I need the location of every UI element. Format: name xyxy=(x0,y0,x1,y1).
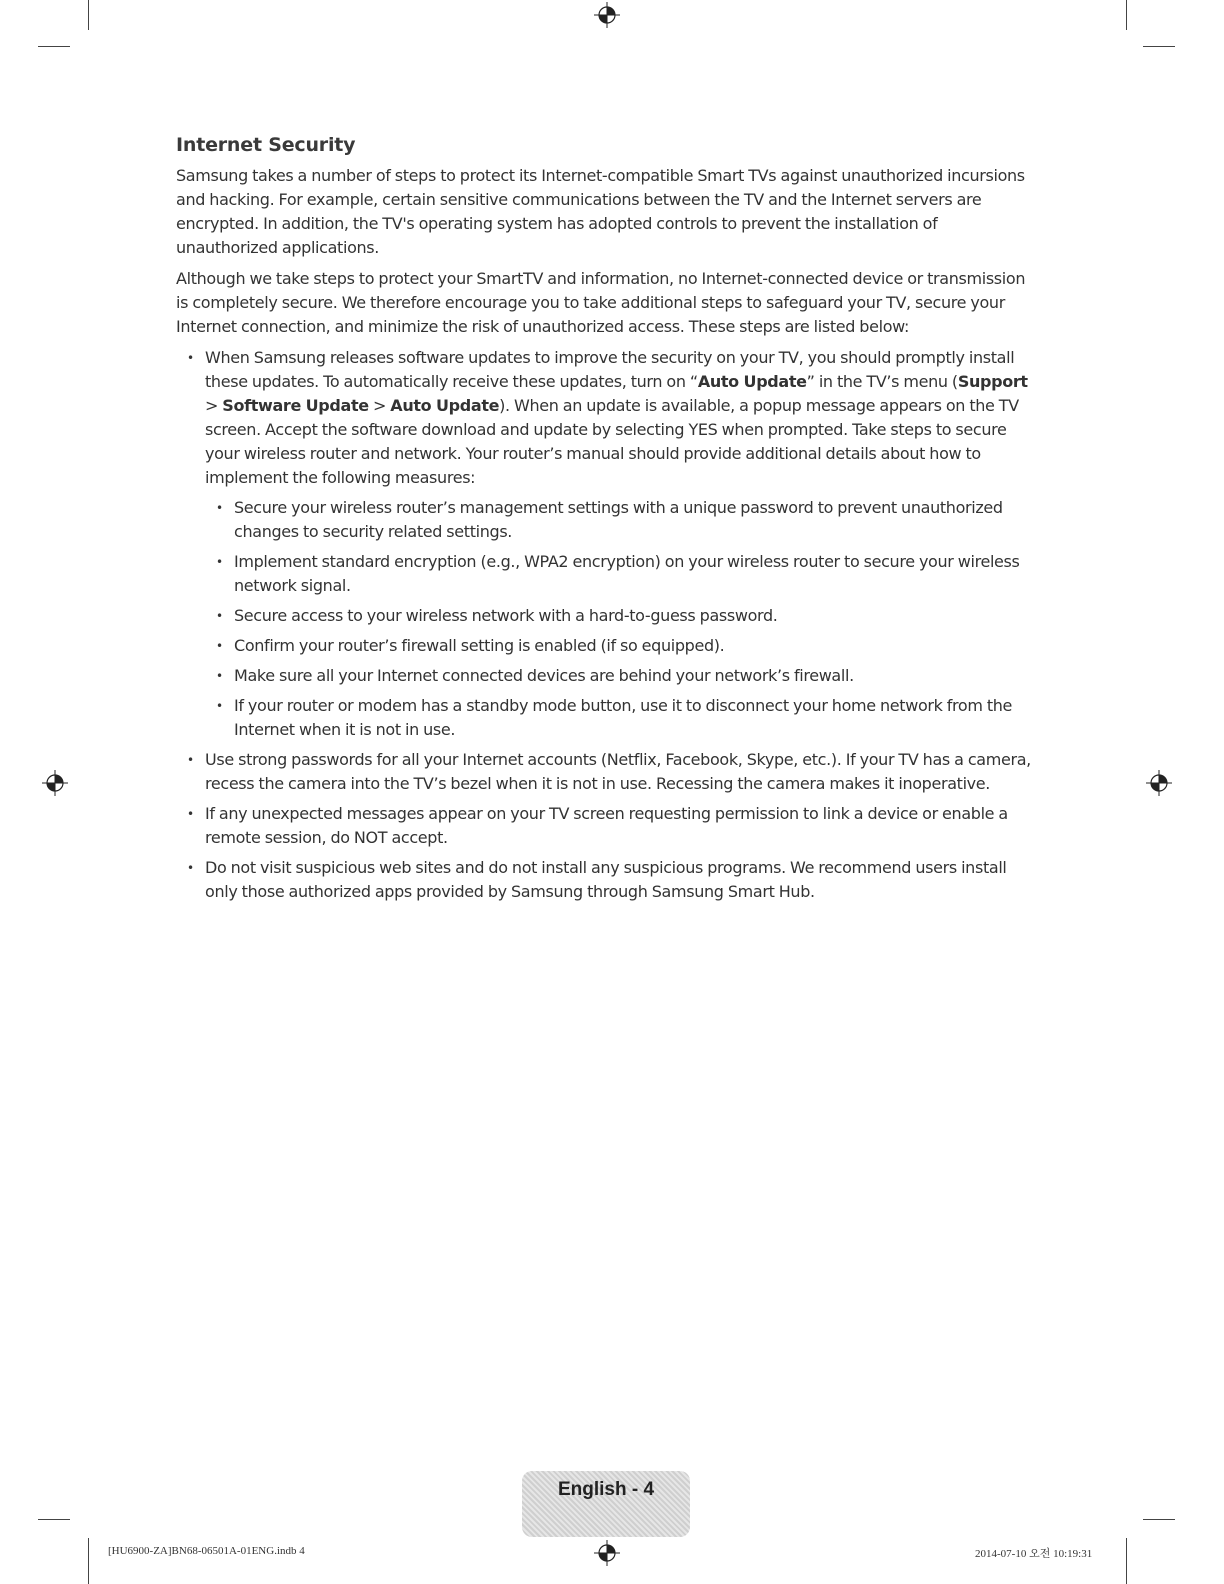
list-item: • Secure your wireless router’s management settings with a unique password to prevent unauthorized changes to security related settings. xyxy=(205,496,1040,544)
registration-mark-icon xyxy=(42,770,68,796)
page-number-badge xyxy=(522,1471,690,1537)
crop-mark xyxy=(1143,46,1175,47)
list-item: • Secure access to your wireless network with a hard-to-guess password. xyxy=(205,604,1040,628)
list-item: • Do not visit suspicious web sites and do not install any suspicious programs. We recommend users install only those authorized apps provided by Samsung through Samsung Smart Hub. xyxy=(176,856,1040,904)
page-label: English - 4 xyxy=(557,1479,655,1500)
menu-term: Auto Update xyxy=(697,372,807,391)
list-item xyxy=(176,346,1040,742)
menu-separator: > xyxy=(205,396,223,415)
list-item: • Use strong passwords for all your Internet accounts (Netflix, Facebook, Skype, etc.). If your TV has a camera, recess the camera into the TV’s bezel when it is not in use. Recessing the camera makes it inoperative. xyxy=(176,748,1040,796)
list-item: • If any unexpected messages appear on your TV screen requesting permission to link a device or enable a remote session, do NOT accept. xyxy=(176,802,1040,850)
section-title: Internet Security xyxy=(176,134,356,156)
menu-separator: > xyxy=(368,396,391,415)
registration-mark-icon xyxy=(594,1540,620,1566)
menu-path-auto-update: Auto Update xyxy=(390,396,500,415)
list-item: • Confirm your router’s firewall setting is enabled (if so equipped). xyxy=(205,634,1040,658)
menu-path-software-update: Software Update xyxy=(222,396,369,415)
list-item: • Make sure all your Internet connected devices are behind your network’s firewall. xyxy=(205,664,1040,688)
list-item: • Implement standard encryption (e.g., WPA2 encryption) on your wireless router to secure your wireless network signal. xyxy=(205,550,1040,598)
bullet-text: When Samsung releases software updates to improve the security on your TV, you should promptly install these updates. To automatically receive these updates, turn on “ xyxy=(205,348,1015,391)
menu-path-support: Support xyxy=(957,372,1028,391)
intro-paragraph: Although we take steps to protect your SmartTV and information, no Internet-connected device or transmission is completely secure. We therefore encourage you to take additional steps to safeguard your TV, secure your Internet connection, and minimize the risk of unauthorized access. These steps are listed below: xyxy=(176,269,1026,336)
bullet-text: ). When an update is available, a popup message appears on the TV screen. Accept the software download and update by selecting YES when prompted. Take steps to secure your wireless router and network. Your router’s manual should provide additional details about how to implement the following measures: xyxy=(205,396,1019,487)
bullet-text: ” in the TV’s menu ( xyxy=(806,372,958,391)
print-timestamp: 2014-07-10 오전 10:19:31 xyxy=(975,1548,1093,1560)
list-item: • If your router or modem has a standby mode button, use it to disconnect your home network from the Internet when it is not in use. xyxy=(205,694,1040,742)
file-info: [HU6900-ZA]BN68-06501A-01ENG.indb 4 xyxy=(108,1545,305,1557)
crop-mark xyxy=(38,1519,70,1520)
crop-mark xyxy=(88,0,89,30)
crop-mark xyxy=(88,1538,89,1584)
crop-mark xyxy=(1126,1538,1127,1584)
security-steps-list xyxy=(176,346,1040,904)
crop-mark xyxy=(38,46,70,47)
registration-mark-icon xyxy=(1146,770,1172,796)
registration-mark-icon xyxy=(594,2,620,28)
router-measures-list xyxy=(205,496,1040,742)
internet-security-section xyxy=(176,134,1040,910)
crop-mark xyxy=(1143,1519,1175,1520)
crop-mark xyxy=(1126,0,1127,30)
intro-paragraph: Samsung takes a number of steps to protect its Internet-compatible Smart TVs against unauthorized incursions and hacking. For example, certain sensitive communications between the TV and the Internet servers are encrypted. In addition, the TV's operating system has adopted controls to prevent the installation of unauthorized applications. xyxy=(176,166,1025,257)
